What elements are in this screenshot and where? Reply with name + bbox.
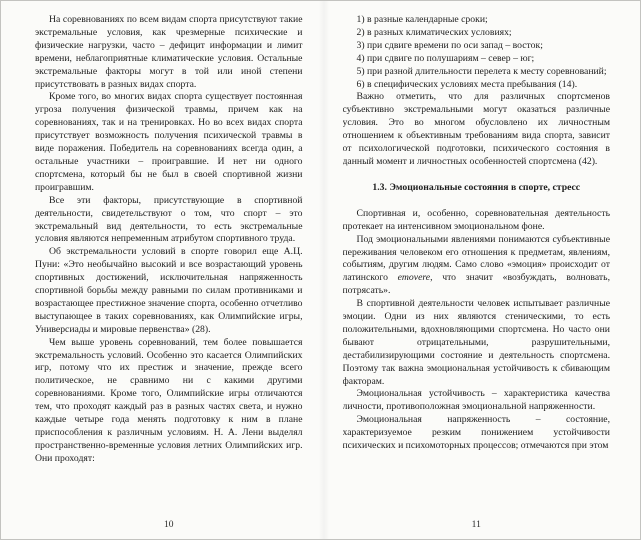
paragraph-text: , что значит «возбуждать, волновать, потрясать». bbox=[342, 272, 610, 297]
paragraph: Все эти факторы, присутствующие в спортивной деятельности, свидетельствуют о том, что спорт – это экстремальный вид деятельности, то есть экстремальные условия являются непременным атрибутом спортивного труда. bbox=[35, 194, 303, 245]
paragraph: Чем выше уровень соревнований, тем более повышается экстремальность условий. Особенно это касается Олимпийских игр, потому что их престиж и значение, прежде всего политическое, не сравнимо ни с какими другими соревнованиями. Кроме того, Олимпийские игры отличаются тем, что проходят каждый раз в разных частях света, и нужно каждые четыре года менять подготовку к ним в плане приспособления к различным условиям. Н. А. Лени выделял пространственно-временные условия летних Олимпийских игр. Они проходят: bbox=[35, 336, 303, 464]
page-number-right: 11 bbox=[471, 520, 481, 530]
paragraph: Эмоциональная устойчивость – характеристика качества личности, противоположная эмоциональной напряженности. bbox=[342, 388, 610, 413]
paragraph: Эмоциональная напряженность – состояние, характеризуемое резким понижением устойчивости психических и психомоторных процессов; отмечаются при этом bbox=[342, 414, 610, 452]
left-page bbox=[35, 14, 303, 531]
paragraph: Об экстремальности условий в спорте говорил еще А.Ц. Пуни: «Это необычайно высокий и все возрастающий уровень спортивных достижений, исключительная напряженность спортивной борьбы между равными по силам противниками и возрастающее престижное значение спорта, особенно отчетливо выступающее в таких соревнованиях, как Олимпийские игры, Универсиады и мировые первенства» (28). bbox=[35, 246, 303, 335]
list-item: 2) в разных климатических условиях; bbox=[356, 26, 512, 38]
list-item: 1) в разные календарные сроки; bbox=[356, 14, 488, 25]
list-item: 4) при сдвиге по полушариям – север – юг; bbox=[356, 52, 535, 64]
latin-term: emovere bbox=[397, 272, 431, 284]
paragraph-text: Под эмоциональными явлениями понимаются субъективные переживания человеком его отношения к предметам, явлениям, событиям, другим людям. Само слово «эмоция» происходит от латинского bbox=[342, 233, 610, 284]
list-item: 6) в специфических условиях места пребывания (14). bbox=[356, 78, 578, 90]
page-number-left: 10 bbox=[164, 520, 174, 530]
list-item: 5) при разной длительности перелета к месту соревнований; bbox=[356, 65, 607, 77]
paragraph: Кроме того, во многих видах спорта существует постоянная угроза получения физической травмы, причем как на соревнованиях, так и на тренировках. Но во всех видах спорта присутствует возможность получения психической травмы в виде поражения. Победитель на соревнованиях всегда один, а остальные участники – проигравшие. И нет ни одного спортсмена, который бы не был в своей спортивной жизни проигравшим. bbox=[35, 91, 303, 193]
paragraph: Спортивная и, особенно, соревновательная деятельность протекает на интенсивном эмоциональном фоне. bbox=[342, 207, 610, 232]
paragraph: На соревнованиях по всем видам спорта присутствуют такие экстремальные условия, как чрезмерные психические и физические нагрузки, часто – дефицит информации и лимит времени, неблагоприятные климатические условия. Остальные экстремальные факторы могут в той или иной степени присутствовать в разных видах спорта. bbox=[35, 14, 303, 90]
section-heading: 1.3. Эмоциональные состояния в спорте, стресс bbox=[372, 181, 581, 193]
right-page bbox=[343, 14, 611, 531]
paragraph: В спортивной деятельности человек испытывает различные эмоции. Одни из них являются стеническими, то есть положительными, вдохновляющими спортсмена. Но часто они бывают отрицательными, разрушительными, дестабилизирующими состояние и деятельность спортсмена. Поэтому так важна эмоциональная устойчивость к сбивающим факторам. bbox=[342, 298, 610, 387]
left-page-body bbox=[35, 14, 303, 515]
book-spread bbox=[1, 1, 640, 539]
paragraph bbox=[343, 234, 611, 299]
right-page-body bbox=[343, 14, 611, 515]
paragraph: Важно отметить, что для различных спортсменов субъективно экстремальными могут оказаться различные условия. Это во многом обусловлено их личностным отношением к объективным требованиям вида спорта, зависит от психологической подготовки, психического состояния в данный момент и личностных особенностей спортсмена (42). bbox=[342, 91, 610, 167]
list-item: 3) при сдвиге времени по оси запад – восток; bbox=[356, 39, 543, 51]
